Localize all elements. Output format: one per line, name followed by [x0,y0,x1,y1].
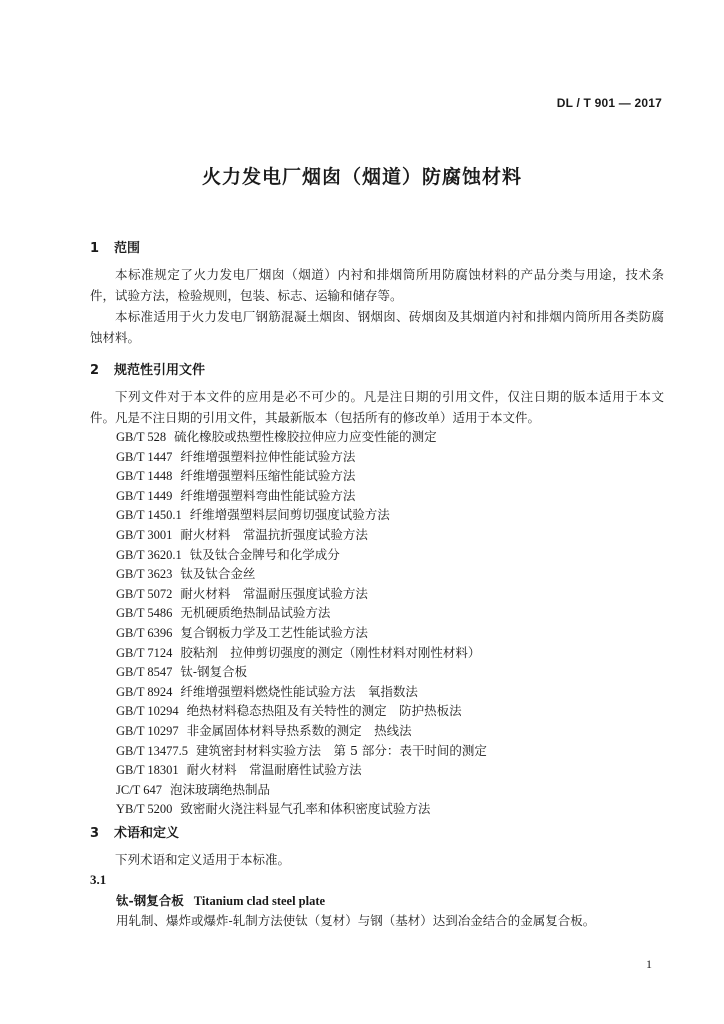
reference-title: 非金属固体材料导热系数的测定 热线法 [186,722,412,738]
reference-item [116,741,487,761]
page-number: 1 [646,957,652,971]
reference-title: 纤维增强塑料燃烧性能试验方法 氧指数法 [180,683,418,699]
reference-code: GB/T 5486 [116,606,173,621]
reference-item [116,505,487,525]
reference-item [116,427,487,447]
reference-code: GB/T 8547 [116,665,173,680]
reference-code: GB/T 1448 [116,469,173,484]
reference-title: 胶粘剂 拉伸剪切强度的测定（刚性材料对刚性材料） [180,644,481,660]
standard-code: DL / T 901 — 2017 [556,96,662,110]
reference-code: GB/T 1450.1 [116,508,182,523]
section-title: 规范性引用文件 [114,363,206,378]
reference-title: 钛及钛合金丝 [180,566,256,582]
reference-title: 纤维增强塑料压缩性能试验方法 [180,468,356,484]
section-number: 3 [90,826,100,841]
reference-code: GB/T 13477.5 [116,743,188,758]
section-heading-terms-definitions [90,822,179,841]
reference-item [116,701,487,721]
terms-intro-paragraph: 下列术语和定义适用于本标准。 [115,852,291,867]
reference-item [116,643,487,663]
reference-title: 钛-钢复合板 [180,664,248,680]
reference-title: 纤维增强塑料弯曲性能试验方法 [180,487,356,503]
reference-list [116,427,487,819]
reference-item [116,447,487,467]
scope-paragraph-2: 本标准适用于火力发电厂钢筋混凝土烟囱、钢烟囱、砖烟囱及其烟道内衬和排烟内筒所用各类防腐蚀材料。 [90,309,664,345]
scope-paragraph-1: 本标准规定了火力发电厂烟囱（烟道）内衬和排烟筒所用防腐蚀材料的产品分类与用途，技术条件，试验方法，检验规则，包装、标志、运输和储存等。 [90,267,664,303]
reference-item [116,662,487,682]
section-number: 1 [90,241,100,256]
section-heading-scope [90,237,140,256]
reference-title: 致密耐火浇注料显气孔率和体积密度试验方法 [180,801,431,817]
reference-item [116,623,487,643]
reference-item [116,682,487,702]
reference-item [116,780,487,800]
references-intro-paragraph: 下列文件对于本文件的应用是必不可少的。凡是注日期的引用文件，仅注日期的版本适用于本文件。凡是不注日期的引用文件，其最新版本（包括所有的修改单）适用于本文件。 [90,389,664,425]
term-chinese: 钛-钢复合板 [116,893,184,908]
reference-item [116,466,487,486]
section-title: 术语和定义 [114,826,180,841]
reference-title: 硫化橡胶或热塑性橡胶拉伸应力应变性能的测定 [174,429,437,444]
reference-item [116,486,487,506]
reference-code: GB/T 3623 [116,567,173,582]
term-definition: 用轧制、爆炸或爆炸-轧制方法使钛（复材）与钢（基材）达到冶金结合的金属复合板。 [116,913,596,928]
document-title: 火力发电厂烟囱（烟道）防腐蚀材料 [201,166,522,188]
reference-code: GB/T 5072 [116,586,173,601]
reference-code: GB/T 10297 [116,723,179,738]
reference-title: 泡沫玻璃绝热制品 [169,781,270,797]
reference-title: 纤维增强塑料层间剪切强度试验方法 [189,507,390,523]
section-number: 2 [90,363,100,378]
reference-item [116,603,487,623]
term-english: Titanium clad steel plate [193,894,326,908]
term-number: 3.1 [90,872,107,887]
reference-code: GB/T 18301 [116,763,179,778]
reference-code: GB/T 3001 [116,527,173,542]
section-heading-normative-references [90,359,205,378]
reference-code: GB/T 7124 [116,645,173,660]
reference-title: 钛及钛合金牌号和化学成分 [189,546,340,562]
reference-code: GB/T 3620.1 [116,547,182,562]
reference-title: 纤维增强塑料拉伸性能试验方法 [180,448,356,464]
reference-item [116,799,487,819]
reference-item [116,525,487,545]
reference-title: 耐火材料 常温耐磨性试验方法 [186,762,362,778]
term-heading [116,891,325,909]
reference-title: 建筑密封材料实验方法 第 5 部分：表干时间的测定 [196,742,487,758]
section-title: 范围 [114,241,141,256]
reference-code: YB/T 5200 [116,802,173,817]
reference-item [116,584,487,604]
reference-code: GB/T 10294 [116,704,179,719]
reference-item [116,564,487,584]
reference-item [116,721,487,741]
reference-code: JC/T 647 [116,782,162,797]
reference-code: GB/T 528 [116,430,167,444]
reference-code: GB/T 6396 [116,625,173,640]
reference-title: 无机硬质绝热制品试验方法 [180,605,331,621]
reference-title: 耐火材料 常温耐压强度试验方法 [180,585,368,601]
reference-code: GB/T 1447 [116,449,173,464]
reference-code: GB/T 1449 [116,488,173,503]
reference-code: GB/T 8924 [116,684,173,699]
reference-title: 绝热材料稳态热阻及有关特性的测定 防护热板法 [186,703,462,719]
reference-title: 耐火材料 常温抗折强度试验方法 [180,526,368,542]
reference-item [116,545,487,565]
reference-title: 复合钢板力学及工艺性能试验方法 [180,624,368,640]
reference-item [116,760,487,780]
